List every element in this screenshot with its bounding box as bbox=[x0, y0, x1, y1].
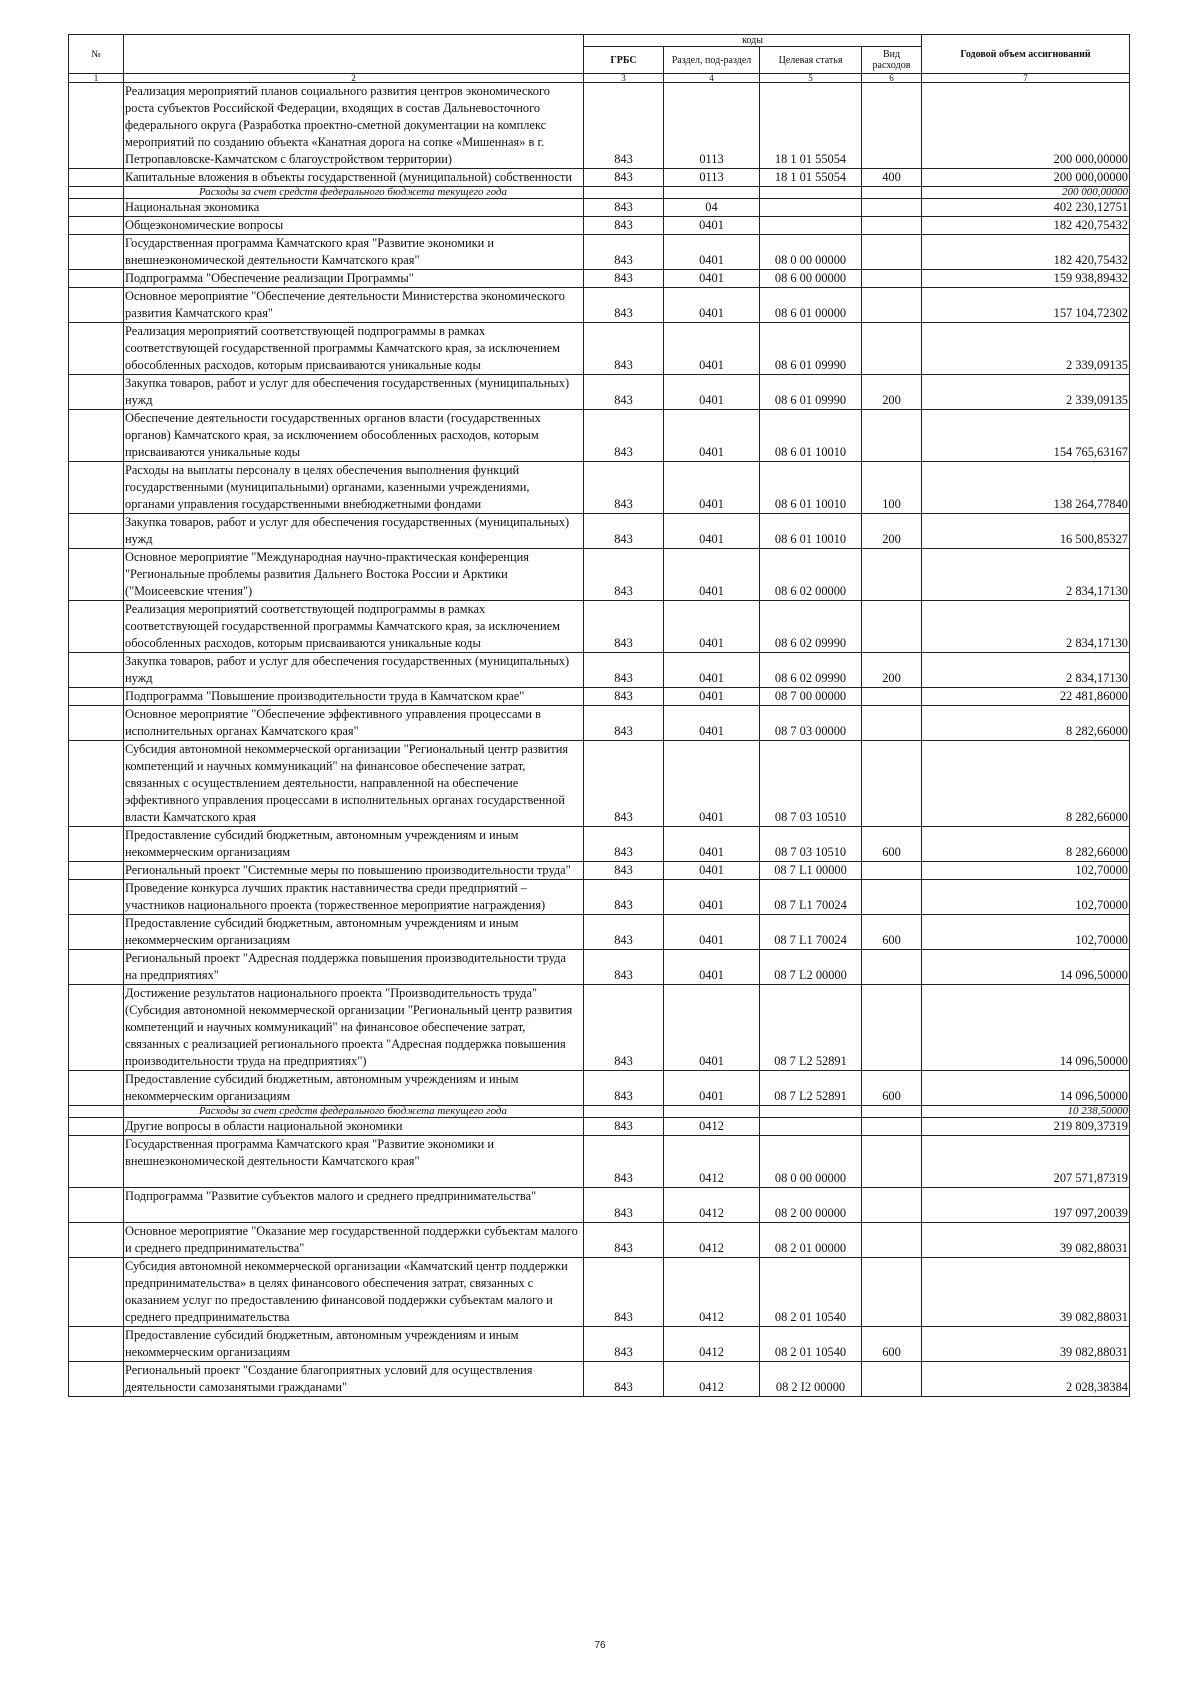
header-column-numbers bbox=[69, 74, 1130, 83]
row-grbs: 843 bbox=[584, 235, 664, 270]
row-number bbox=[69, 915, 124, 950]
header-name bbox=[124, 35, 584, 74]
row-razdel: 0401 bbox=[664, 653, 760, 688]
row-name: Государственная программа Камчатского края "Развитие экономики и внешнеэкономической деятельности Камчатского края" bbox=[124, 235, 584, 270]
row-grbs: 843 bbox=[584, 169, 664, 187]
row-number bbox=[69, 199, 124, 217]
row-amount: 138 264,77840 bbox=[922, 462, 1130, 514]
row-grbs: 843 bbox=[584, 462, 664, 514]
row-grbs: 843 bbox=[584, 199, 664, 217]
row-razdel: 0401 bbox=[664, 235, 760, 270]
row-vid-raskhodov bbox=[862, 1362, 922, 1397]
row-amount: 102,70000 bbox=[922, 915, 1130, 950]
row-celevaya-statya: 08 7 00 00000 bbox=[760, 688, 862, 706]
header-grbs: ГРБС bbox=[584, 47, 664, 74]
row-razdel: 0412 bbox=[664, 1188, 760, 1223]
row-name: Региональный проект "Создание благоприятных условий для осуществления деятельности самозанятыми гражданами" bbox=[124, 1362, 584, 1397]
row-celevaya-statya: 08 2 00 00000 bbox=[760, 1188, 862, 1223]
row-razdel: 0401 bbox=[664, 270, 760, 288]
row-name: Региональный проект "Системные меры по повышению производительности труда" bbox=[124, 862, 584, 880]
row-name: Субсидия автономной некоммерческой организации «Камчатский центр поддержки предпринимательства» в целях финансового обеспечения затрат, связанных с оказанием услуг по предоставлению финансовой поддержки субъектам малого и среднего предпринимательства bbox=[124, 1258, 584, 1327]
row-celevaya-statya: 08 6 02 09990 bbox=[760, 601, 862, 653]
row-name: Расходы на выплаты персоналу в целях обеспечения выполнения функций государственными (муниципальными) органами, казенными учреждениями, органами управления государственными внебюджетными фондами bbox=[124, 462, 584, 514]
row-grbs: 843 bbox=[584, 83, 664, 169]
row-celevaya-statya bbox=[760, 1118, 862, 1136]
row-grbs: 843 bbox=[584, 375, 664, 410]
row-celevaya-statya: 08 6 01 10010 bbox=[760, 514, 862, 549]
table-body bbox=[69, 83, 1130, 1397]
row-vid-raskhodov bbox=[862, 410, 922, 462]
row-amount: 2 339,09135 bbox=[922, 375, 1130, 410]
row-grbs: 843 bbox=[584, 1362, 664, 1397]
row-name: Реализация мероприятий соответствующей подпрограммы в рамках соответствующей государственной программы Камчатского края, за исключением обособленных расходов, которым присваиваются уникальные коды bbox=[124, 601, 584, 653]
row-celevaya-statya: 08 7 L1 70024 bbox=[760, 915, 862, 950]
row-name: Региональный проект "Адресная поддержка повышения производительности труда на предприятиях" bbox=[124, 950, 584, 985]
row-celevaya-statya bbox=[760, 217, 862, 235]
row-amount: 16 500,85327 bbox=[922, 514, 1130, 549]
row-grbs: 843 bbox=[584, 323, 664, 375]
table-row bbox=[69, 706, 1130, 741]
header-annual-volume: Годовой объем ассигнований bbox=[922, 35, 1130, 74]
header-number: № bbox=[69, 35, 124, 74]
table-row bbox=[69, 410, 1130, 462]
colnum-1: 1 bbox=[69, 74, 124, 83]
row-number bbox=[69, 1071, 124, 1106]
row-grbs: 843 bbox=[584, 862, 664, 880]
row-celevaya-statya: 08 7 03 10510 bbox=[760, 741, 862, 827]
header-celevaya-statya: Целевая статья bbox=[760, 47, 862, 74]
row-name: Проведение конкурса лучших практик наставничества среди предприятий – участников национального проекта (торжественное мероприятие награждения) bbox=[124, 880, 584, 915]
row-vid-raskhodov bbox=[862, 83, 922, 169]
table-row bbox=[69, 169, 1130, 187]
row-name: Подпрограмма "Обеспечение реализации Программы" bbox=[124, 270, 584, 288]
row-vid-raskhodov bbox=[862, 270, 922, 288]
header-vid-raskhodov: Вид расходов bbox=[862, 47, 922, 74]
row-grbs: 843 bbox=[584, 688, 664, 706]
row-vid-raskhodov: 600 bbox=[862, 827, 922, 862]
row-vid-raskhodov bbox=[862, 549, 922, 601]
row-amount: 102,70000 bbox=[922, 862, 1130, 880]
row-razdel: 0401 bbox=[664, 514, 760, 549]
row-name: Предоставление субсидий бюджетным, автономным учреждениям и иным некоммерческим организациям bbox=[124, 915, 584, 950]
table-row bbox=[69, 549, 1130, 601]
table-row bbox=[69, 288, 1130, 323]
row-celevaya-statya: 08 7 03 00000 bbox=[760, 706, 862, 741]
row-number bbox=[69, 410, 124, 462]
row-number bbox=[69, 1223, 124, 1258]
row-celevaya-statya: 08 2 01 10540 bbox=[760, 1258, 862, 1327]
row-grbs: 843 bbox=[584, 880, 664, 915]
table-row bbox=[69, 217, 1130, 235]
row-razdel bbox=[664, 1106, 760, 1118]
row-amount: 22 481,86000 bbox=[922, 688, 1130, 706]
row-razdel: 0412 bbox=[664, 1136, 760, 1188]
row-amount: 402 230,12751 bbox=[922, 199, 1130, 217]
table-row bbox=[69, 741, 1130, 827]
row-amount: 182 420,75432 bbox=[922, 235, 1130, 270]
row-vid-raskhodov: 100 bbox=[862, 462, 922, 514]
row-celevaya-statya: 08 7 03 10510 bbox=[760, 827, 862, 862]
table-row bbox=[69, 375, 1130, 410]
row-number bbox=[69, 1327, 124, 1362]
table-row bbox=[69, 950, 1130, 985]
row-amount: 39 082,88031 bbox=[922, 1223, 1130, 1258]
row-celevaya-statya: 08 6 01 00000 bbox=[760, 288, 862, 323]
row-amount: 200 000,00000 bbox=[922, 83, 1130, 169]
row-razdel: 0401 bbox=[664, 1071, 760, 1106]
row-celevaya-statya: 08 2 01 00000 bbox=[760, 1223, 862, 1258]
row-grbs: 843 bbox=[584, 1136, 664, 1188]
row-grbs: 843 bbox=[584, 514, 664, 549]
row-razdel bbox=[664, 187, 760, 199]
row-celevaya-statya: 08 6 02 09990 bbox=[760, 653, 862, 688]
row-amount: 2 834,17130 bbox=[922, 549, 1130, 601]
row-vid-raskhodov bbox=[862, 1118, 922, 1136]
row-name: Общеэкономические вопросы bbox=[124, 217, 584, 235]
row-grbs: 843 bbox=[584, 706, 664, 741]
row-name: Основное мероприятие "Обеспечение деятельности Министерства экономического развития Камчатского края" bbox=[124, 288, 584, 323]
row-celevaya-statya: 08 7 L1 00000 bbox=[760, 862, 862, 880]
row-vid-raskhodov: 200 bbox=[862, 653, 922, 688]
row-vid-raskhodov: 200 bbox=[862, 375, 922, 410]
row-name: Закупка товаров, работ и услуг для обеспечения государственных (муниципальных) нужд bbox=[124, 375, 584, 410]
row-name: Предоставление субсидий бюджетным, автономным учреждениям и иным некоммерческим организациям bbox=[124, 1071, 584, 1106]
row-celevaya-statya: 08 7 L2 52891 bbox=[760, 1071, 862, 1106]
row-amount: 8 282,66000 bbox=[922, 741, 1130, 827]
row-amount: 39 082,88031 bbox=[922, 1258, 1130, 1327]
row-grbs: 843 bbox=[584, 1188, 664, 1223]
row-name: Основное мероприятие "Обеспечение эффективного управления процессами в исполнительных органах Камчатского края" bbox=[124, 706, 584, 741]
row-vid-raskhodov bbox=[862, 862, 922, 880]
row-vid-raskhodov: 600 bbox=[862, 915, 922, 950]
row-vid-raskhodov: 400 bbox=[862, 169, 922, 187]
row-razdel: 0113 bbox=[664, 169, 760, 187]
row-number bbox=[69, 741, 124, 827]
row-celevaya-statya bbox=[760, 187, 862, 199]
row-name: Обеспечение деятельности государственных органов власти (государственных органов) Камчатского края, за исключением обособленных расходов, которым присваиваются уникальные коды bbox=[124, 410, 584, 462]
row-razdel: 0412 bbox=[664, 1327, 760, 1362]
row-amount: 182 420,75432 bbox=[922, 217, 1130, 235]
row-vid-raskhodov bbox=[862, 741, 922, 827]
row-razdel: 0401 bbox=[664, 862, 760, 880]
row-vid-raskhodov bbox=[862, 187, 922, 199]
row-name: Достижение результатов национального проекта "Производительность труда" (Субсидия автономной некоммерческой организации "Региональный центр развития компетенций и научных коммуникаций" на финансовое обеспечение затрат, связанных с реализацией регионального проекта "Адресная поддержка повышения производительности труда на предприятиях") bbox=[124, 985, 584, 1071]
row-amount: 14 096,50000 bbox=[922, 950, 1130, 985]
row-vid-raskhodov bbox=[862, 1258, 922, 1327]
row-razdel: 0401 bbox=[664, 688, 760, 706]
row-number bbox=[69, 169, 124, 187]
row-amount: 200 000,00000 bbox=[922, 169, 1130, 187]
row-razdel: 0113 bbox=[664, 83, 760, 169]
table-row bbox=[69, 688, 1130, 706]
table-row bbox=[69, 1136, 1130, 1188]
row-grbs: 843 bbox=[584, 601, 664, 653]
table-row bbox=[69, 1118, 1130, 1136]
table-row bbox=[69, 187, 1130, 199]
row-amount: 219 809,37319 bbox=[922, 1118, 1130, 1136]
row-name: Закупка товаров, работ и услуг для обеспечения государственных (муниципальных) нужд bbox=[124, 653, 584, 688]
row-number bbox=[69, 462, 124, 514]
row-name: Реализация мероприятий соответствующей подпрограммы в рамках соответствующей государственной программы Камчатского края, за исключением обособленных расходов, которым присваиваются уникальные коды bbox=[124, 323, 584, 375]
row-number bbox=[69, 1106, 124, 1118]
table-row bbox=[69, 1327, 1130, 1362]
row-grbs bbox=[584, 187, 664, 199]
row-grbs: 843 bbox=[584, 985, 664, 1071]
table-row bbox=[69, 235, 1130, 270]
table-row bbox=[69, 462, 1130, 514]
row-grbs: 843 bbox=[584, 1223, 664, 1258]
row-razdel: 0401 bbox=[664, 950, 760, 985]
row-number bbox=[69, 706, 124, 741]
row-celevaya-statya: 08 0 00 00000 bbox=[760, 1136, 862, 1188]
table-row bbox=[69, 514, 1130, 549]
row-vid-raskhodov: 200 bbox=[862, 514, 922, 549]
row-number bbox=[69, 1188, 124, 1223]
row-amount: 8 282,66000 bbox=[922, 827, 1130, 862]
row-name: Расходы за счет средств федерального бюджета текущего года bbox=[124, 1106, 584, 1118]
row-razdel: 0401 bbox=[664, 706, 760, 741]
row-amount: 39 082,88031 bbox=[922, 1327, 1130, 1362]
row-number bbox=[69, 323, 124, 375]
row-celevaya-statya: 08 7 L2 52891 bbox=[760, 985, 862, 1071]
budget-table-sheet bbox=[68, 34, 1129, 1397]
row-razdel: 0401 bbox=[664, 827, 760, 862]
row-amount: 200 000,00000 bbox=[922, 187, 1130, 199]
row-vid-raskhodov: 600 bbox=[862, 1071, 922, 1106]
colnum-6: 6 bbox=[862, 74, 922, 83]
row-vid-raskhodov bbox=[862, 1136, 922, 1188]
row-celevaya-statya bbox=[760, 1106, 862, 1118]
table-row bbox=[69, 83, 1130, 169]
row-grbs: 843 bbox=[584, 827, 664, 862]
row-razdel: 0401 bbox=[664, 741, 760, 827]
row-amount: 197 097,20039 bbox=[922, 1188, 1130, 1223]
row-vid-raskhodov bbox=[862, 1188, 922, 1223]
row-amount: 14 096,50000 bbox=[922, 1071, 1130, 1106]
table-row bbox=[69, 1106, 1130, 1118]
colnum-2: 2 bbox=[124, 74, 584, 83]
row-name: Закупка товаров, работ и услуг для обеспечения государственных (муниципальных) нужд bbox=[124, 514, 584, 549]
row-number bbox=[69, 375, 124, 410]
row-number bbox=[69, 862, 124, 880]
row-grbs: 843 bbox=[584, 1071, 664, 1106]
table-row bbox=[69, 985, 1130, 1071]
row-grbs: 843 bbox=[584, 915, 664, 950]
row-name: Национальная экономика bbox=[124, 199, 584, 217]
colnum-4: 4 bbox=[664, 74, 760, 83]
row-name: Субсидия автономной некоммерческой организации "Региональный центр развития компетенций и научных коммуникаций" на финансовое обеспечение затрат, связанных с осуществлением деятельности, направленной на обеспечение эффективного управления процессами в исполнительных органах государственной власти Камчатского края bbox=[124, 741, 584, 827]
row-amount: 14 096,50000 bbox=[922, 985, 1130, 1071]
row-vid-raskhodov bbox=[862, 950, 922, 985]
row-razdel: 0401 bbox=[664, 880, 760, 915]
row-vid-raskhodov bbox=[862, 199, 922, 217]
row-razdel: 0401 bbox=[664, 915, 760, 950]
row-name: Другие вопросы в области национальной экономики bbox=[124, 1118, 584, 1136]
row-vid-raskhodov bbox=[862, 1223, 922, 1258]
row-razdel: 0412 bbox=[664, 1258, 760, 1327]
row-razdel: 0401 bbox=[664, 217, 760, 235]
row-grbs: 843 bbox=[584, 950, 664, 985]
row-name: Подпрограмма "Развитие субъектов малого и среднего предпринимательства" bbox=[124, 1188, 584, 1223]
row-vid-raskhodov bbox=[862, 323, 922, 375]
row-celevaya-statya: 08 0 00 00000 bbox=[760, 235, 862, 270]
row-razdel: 0401 bbox=[664, 462, 760, 514]
row-vid-raskhodov bbox=[862, 1106, 922, 1118]
row-razdel: 0412 bbox=[664, 1362, 760, 1397]
row-amount: 10 238,50000 bbox=[922, 1106, 1130, 1118]
row-number bbox=[69, 514, 124, 549]
row-amount: 2 028,38384 bbox=[922, 1362, 1130, 1397]
row-celevaya-statya: 18 1 01 55054 bbox=[760, 169, 862, 187]
colnum-5: 5 bbox=[760, 74, 862, 83]
row-amount: 157 104,72302 bbox=[922, 288, 1130, 323]
row-grbs: 843 bbox=[584, 1258, 664, 1327]
table-row bbox=[69, 270, 1130, 288]
table-row bbox=[69, 827, 1130, 862]
header-codes: коды bbox=[584, 35, 922, 47]
table-header bbox=[69, 35, 1130, 83]
row-number bbox=[69, 549, 124, 601]
row-amount: 102,70000 bbox=[922, 880, 1130, 915]
table-row bbox=[69, 199, 1130, 217]
row-razdel: 0412 bbox=[664, 1118, 760, 1136]
row-vid-raskhodov bbox=[862, 288, 922, 323]
budget-allocation-table bbox=[68, 34, 1130, 1397]
row-grbs: 843 bbox=[584, 1327, 664, 1362]
row-grbs: 843 bbox=[584, 270, 664, 288]
row-celevaya-statya: 08 6 02 00000 bbox=[760, 549, 862, 601]
row-number bbox=[69, 653, 124, 688]
row-number bbox=[69, 235, 124, 270]
row-grbs: 843 bbox=[584, 549, 664, 601]
row-number bbox=[69, 950, 124, 985]
row-razdel: 0401 bbox=[664, 288, 760, 323]
row-celevaya-statya: 18 1 01 55054 bbox=[760, 83, 862, 169]
row-name: Государственная программа Камчатского края "Развитие экономики и внешнеэкономической деятельности Камчатского края" bbox=[124, 1136, 584, 1188]
row-celevaya-statya: 08 2 I2 00000 bbox=[760, 1362, 862, 1397]
row-number bbox=[69, 1136, 124, 1188]
row-amount: 159 938,89432 bbox=[922, 270, 1130, 288]
row-name: Реализация мероприятий планов социального развития центров экономического роста субъектов Российской Федерации, входящих в состав Дальневосточного федерального округа (Разработка проектно-сметной документации на комплекс мероприятий по созданию объекта «Канатная дорога на сопке «Мишенная» в г. Петропавловске-Камчатском с благоустройством территории) bbox=[124, 83, 584, 169]
row-grbs bbox=[584, 1106, 664, 1118]
row-vid-raskhodov bbox=[862, 217, 922, 235]
row-amount: 154 765,63167 bbox=[922, 410, 1130, 462]
row-vid-raskhodov bbox=[862, 601, 922, 653]
row-name: Основное мероприятие "Оказание мер государственной поддержки субъектам малого и среднего предпринимательства" bbox=[124, 1223, 584, 1258]
row-vid-raskhodov bbox=[862, 880, 922, 915]
row-name: Предоставление субсидий бюджетным, автономным учреждениям и иным некоммерческим организациям bbox=[124, 827, 584, 862]
row-vid-raskhodov: 600 bbox=[862, 1327, 922, 1362]
row-celevaya-statya: 08 6 01 09990 bbox=[760, 323, 862, 375]
row-number bbox=[69, 1258, 124, 1327]
row-razdel: 0401 bbox=[664, 410, 760, 462]
row-vid-raskhodov bbox=[862, 235, 922, 270]
row-celevaya-statya: 08 6 01 09990 bbox=[760, 375, 862, 410]
table-row bbox=[69, 601, 1130, 653]
row-razdel: 0401 bbox=[664, 549, 760, 601]
colnum-3: 3 bbox=[584, 74, 664, 83]
row-vid-raskhodov bbox=[862, 985, 922, 1071]
row-celevaya-statya: 08 7 L2 00000 bbox=[760, 950, 862, 985]
row-number bbox=[69, 187, 124, 199]
row-celevaya-statya: 08 2 01 10540 bbox=[760, 1327, 862, 1362]
table-row bbox=[69, 915, 1130, 950]
row-number bbox=[69, 985, 124, 1071]
row-amount: 8 282,66000 bbox=[922, 706, 1130, 741]
row-number bbox=[69, 827, 124, 862]
row-amount: 2 834,17130 bbox=[922, 601, 1130, 653]
table-row bbox=[69, 323, 1130, 375]
row-name: Подпрограмма "Повышение производительности труда в Камчатском крае" bbox=[124, 688, 584, 706]
colnum-7: 7 bbox=[922, 74, 1130, 83]
row-grbs: 843 bbox=[584, 217, 664, 235]
row-razdel: 0412 bbox=[664, 1223, 760, 1258]
table-row bbox=[69, 653, 1130, 688]
row-razdel: 0401 bbox=[664, 323, 760, 375]
row-name: Основное мероприятие "Международная научно-практическая конференция "Региональные проблемы развития Дальнего Востока России и Арктики ("Моисеевские чтения") bbox=[124, 549, 584, 601]
row-number bbox=[69, 688, 124, 706]
row-amount: 2 834,17130 bbox=[922, 653, 1130, 688]
row-number bbox=[69, 1118, 124, 1136]
row-number bbox=[69, 1362, 124, 1397]
table-row bbox=[69, 862, 1130, 880]
row-razdel: 0401 bbox=[664, 601, 760, 653]
table-row bbox=[69, 1362, 1130, 1397]
table-row bbox=[69, 1223, 1130, 1258]
row-number bbox=[69, 288, 124, 323]
row-celevaya-statya: 08 7 L1 70024 bbox=[760, 880, 862, 915]
row-amount: 2 339,09135 bbox=[922, 323, 1130, 375]
row-vid-raskhodov bbox=[862, 688, 922, 706]
row-razdel: 04 bbox=[664, 199, 760, 217]
row-celevaya-statya: 08 6 00 00000 bbox=[760, 270, 862, 288]
row-celevaya-statya: 08 6 01 10010 bbox=[760, 462, 862, 514]
row-number bbox=[69, 270, 124, 288]
row-name: Расходы за счет средств федерального бюджета текущего года bbox=[124, 187, 584, 199]
row-number bbox=[69, 880, 124, 915]
table-row bbox=[69, 1071, 1130, 1106]
row-grbs: 843 bbox=[584, 410, 664, 462]
row-vid-raskhodov bbox=[862, 706, 922, 741]
row-celevaya-statya bbox=[760, 199, 862, 217]
page-number: 76 bbox=[594, 1640, 606, 1651]
row-grbs: 843 bbox=[584, 1118, 664, 1136]
row-razdel: 0401 bbox=[664, 375, 760, 410]
row-grbs: 843 bbox=[584, 288, 664, 323]
row-grbs: 843 bbox=[584, 741, 664, 827]
table-row bbox=[69, 880, 1130, 915]
row-razdel: 0401 bbox=[664, 985, 760, 1071]
header-razdel: Раздел, под-раздел bbox=[664, 47, 760, 74]
row-name: Предоставление субсидий бюджетным, автономным учреждениям и иным некоммерческим организациям bbox=[124, 1327, 584, 1362]
row-number bbox=[69, 217, 124, 235]
row-amount: 207 571,87319 bbox=[922, 1136, 1130, 1188]
row-number bbox=[69, 83, 124, 169]
row-name: Капитальные вложения в объекты государственной (муниципальной) собственности bbox=[124, 169, 584, 187]
row-number bbox=[69, 601, 124, 653]
row-grbs: 843 bbox=[584, 653, 664, 688]
table-row bbox=[69, 1188, 1130, 1223]
table-row bbox=[69, 1258, 1130, 1327]
row-celevaya-statya: 08 6 01 10010 bbox=[760, 410, 862, 462]
